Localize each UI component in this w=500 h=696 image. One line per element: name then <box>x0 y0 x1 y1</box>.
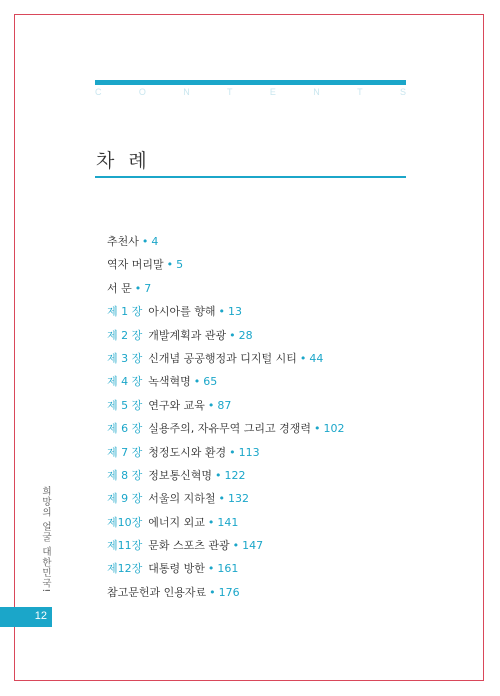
toc-dot: • <box>207 515 215 529</box>
toc-dot: • <box>232 539 240 553</box>
toc-entry[interactable] <box>107 398 345 421</box>
contents-letter: O <box>138 87 146 97</box>
toc-title: 정보통신혁명 <box>148 468 213 482</box>
toc-dot: • <box>166 258 174 272</box>
toc-title: 녹색혁명 <box>148 375 191 389</box>
toc-dot: • <box>229 328 236 342</box>
toc-dot: • <box>299 351 307 365</box>
toc-dot: • <box>314 422 321 436</box>
toc-dot: • <box>193 375 201 389</box>
toc-title: 참고문헌과 인용자료 <box>107 585 207 599</box>
toc-title: 추천사 <box>107 235 139 248</box>
toc-entry[interactable] <box>107 538 345 561</box>
toc-dot: • <box>141 235 149 248</box>
toc-entry[interactable] <box>107 257 345 280</box>
toc-page-number: 102 <box>323 422 345 436</box>
toc-entry[interactable] <box>107 421 345 444</box>
page-number-tab <box>0 607 52 627</box>
toc-page-number: 13 <box>228 305 243 319</box>
contents-bar <box>95 80 406 85</box>
toc-chapter-number: 제 7 장 <box>107 445 143 459</box>
toc-title: 역자 머리말 <box>107 258 164 272</box>
toc-page-number: 147 <box>242 539 264 553</box>
toc-chapter-number: 제11장 <box>107 539 143 553</box>
toc-title: 서 문 <box>107 281 132 295</box>
toc-title: 서울의 지하철 <box>148 492 216 506</box>
toc-title: 에너지 외교 <box>148 515 205 529</box>
contents-label <box>95 87 406 97</box>
contents-letter: T <box>227 87 233 97</box>
toc-page-number: 7 <box>144 281 152 295</box>
toc-dot: • <box>207 398 215 412</box>
toc-title: 청정도시와 환경 <box>148 445 227 459</box>
table-of-contents <box>107 234 345 608</box>
toc-dot: • <box>207 562 215 576</box>
toc-title: 개발계획과 관광 <box>148 328 227 342</box>
toc-chapter-number: 제 2 장 <box>107 328 143 342</box>
toc-entry[interactable] <box>107 281 345 304</box>
toc-entry[interactable] <box>107 515 345 538</box>
toc-entry[interactable] <box>107 561 345 584</box>
toc-entry[interactable] <box>107 491 345 514</box>
toc-chapter-number: 제 5 장 <box>107 398 143 412</box>
toc-entry[interactable] <box>107 585 345 608</box>
contents-letter: S <box>399 87 406 97</box>
page-number: 12 <box>34 610 47 622</box>
toc-dot: • <box>229 445 236 459</box>
contents-letter: E <box>269 87 276 97</box>
toc-chapter-number: 제 9 장 <box>107 492 143 506</box>
toc-chapter-number: 제 6 장 <box>107 422 143 436</box>
toc-entry[interactable] <box>107 351 345 374</box>
toc-entry[interactable] <box>107 304 345 327</box>
toc-page-number: 87 <box>217 398 232 412</box>
toc-page-number: 161 <box>217 562 239 576</box>
title-rule <box>95 176 406 178</box>
toc-chapter-number: 제 1 장 <box>107 305 143 319</box>
toc-entry[interactable] <box>107 468 345 491</box>
contents-letter: N <box>313 87 320 97</box>
toc-chapter-number: 제 8 장 <box>107 468 143 482</box>
toc-title: 문화 스포츠 관광 <box>148 539 230 553</box>
toc-dot: • <box>218 492 226 506</box>
contents-letter: N <box>183 87 190 97</box>
toc-title: 대통령 방한 <box>148 562 205 576</box>
toc-page-number: 28 <box>238 328 253 342</box>
toc-page-number: 176 <box>218 585 240 599</box>
toc-chapter-number: 제 4 장 <box>107 375 143 389</box>
contents-letter: C <box>95 87 102 97</box>
toc-chapter-number: 제 3 장 <box>107 351 143 365</box>
book-side-title: 희망의 얼굴 대한민국! <box>40 486 51 594</box>
toc-page-number: 44 <box>309 351 324 365</box>
toc-chapter-number: 제10장 <box>107 515 143 529</box>
toc-page-number: 5 <box>176 258 184 272</box>
toc-entry[interactable] <box>107 234 345 257</box>
toc-entry[interactable] <box>107 328 345 351</box>
toc-chapter-number: 제12장 <box>107 562 143 576</box>
toc-page-number: 122 <box>224 468 246 482</box>
toc-title: 신개념 공공행정과 디지털 시티 <box>148 351 297 365</box>
toc-page-number: 113 <box>238 445 260 459</box>
toc-dot: • <box>215 468 222 482</box>
contents-letter: T <box>357 87 363 97</box>
page-title: 차 례 <box>96 150 151 172</box>
toc-page-number: 4 <box>151 235 159 248</box>
toc-entry[interactable] <box>107 445 345 468</box>
toc-title: 아시아를 향해 <box>148 305 216 319</box>
toc-page-number: 141 <box>217 515 239 529</box>
toc-dot: • <box>209 585 216 599</box>
toc-page-number: 132 <box>228 492 250 506</box>
toc-title: 실용주의, 자유무역 그리고 경쟁력 <box>148 422 311 436</box>
toc-title: 연구와 교육 <box>148 398 205 412</box>
toc-entry[interactable] <box>107 374 345 397</box>
toc-dot: • <box>218 305 226 319</box>
toc-page-number: 65 <box>203 375 218 389</box>
toc-dot: • <box>134 281 142 295</box>
